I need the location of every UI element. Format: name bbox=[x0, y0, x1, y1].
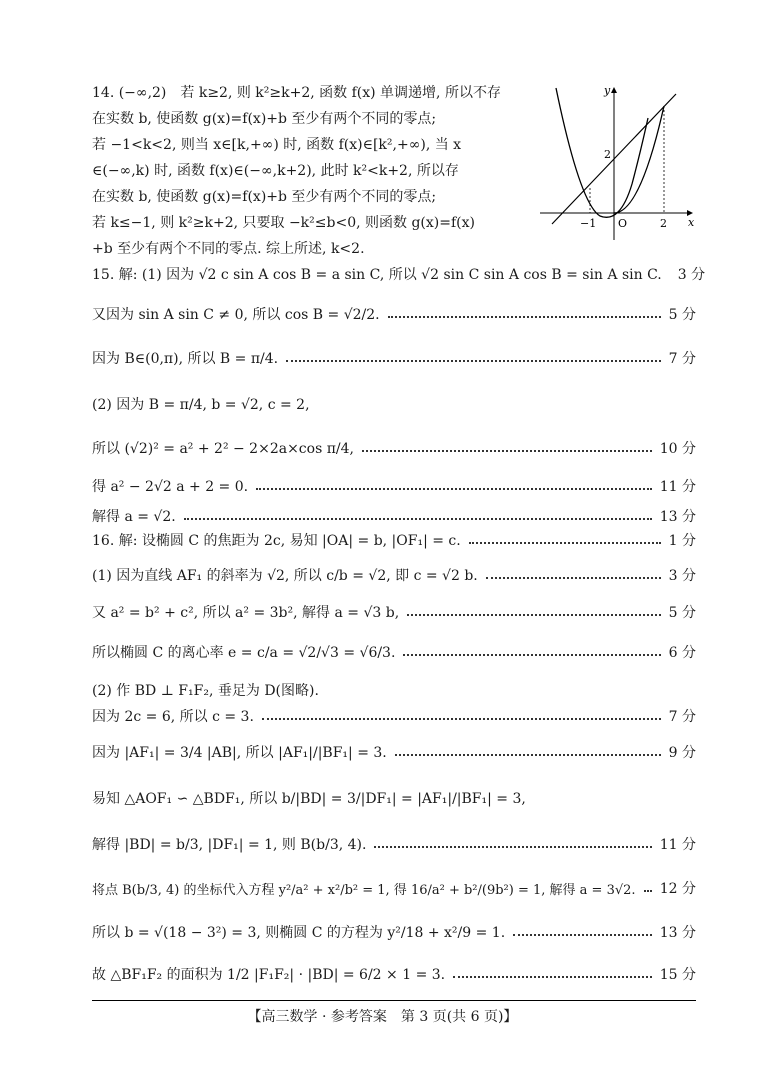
tick-2-y: 2 bbox=[604, 148, 611, 161]
q14-line-6: 若 k≤−1, 则 k²≥k+2, 只要取 −k²≤b<0, 则函数 g(x)=f(x) bbox=[92, 215, 475, 231]
q16-step-3: 又 a² = b² + c², 所以 a² = 3b², 解得 a = √3 b, 5 分 bbox=[92, 605, 696, 621]
q14-line-3: 若 −1<k<2, 则当 x∈[k,+∞) 时, 函数 f(x)∈[k²,+∞), 当 x bbox=[92, 137, 462, 153]
q16-step-2: (1) 因为直线 AF₁ 的斜率为 √2, 所以 c/b = √2, 即 c = √2 b. 3 分 bbox=[92, 568, 696, 584]
q14-line-4: ∈(−∞,k) 时, 函数 f(x)∈(−∞,k+2), 此时 k²<k+2, 所以存 bbox=[92, 163, 459, 179]
q16-step-10: 将点 B(b/3, 4) 的坐标代入方程 y²/a² + x²/b² = 1, 得 16/a² + b²/(9b²) = 1, 解得 a = 3√2. 12 分 bbox=[92, 881, 696, 898]
q16-step-1: 16. 解: 设椭圆 C 的焦距为 2c, 易知 |OA| = b, |OF₁| = c. 1 分 bbox=[92, 533, 696, 549]
page-footer: 【高三数学 · 参考答案 第 3 页(共 6 页)】 bbox=[247, 1009, 518, 1025]
origin-label: O bbox=[618, 217, 628, 230]
tick-2-x: 2 bbox=[660, 217, 667, 230]
q16-step-7: 因为 |AF₁| = 3/4 |AB|, 所以 |AF₁|/|BF₁| = 3. 9 分 bbox=[92, 745, 696, 761]
q16-step-4: 所以椭圆 C 的离心率 e = c/a = √2/√3 = √6/3. 6 分 bbox=[92, 645, 696, 661]
q14-line-7: +b 至少有两个不同的零点. 综上所述, k<2. bbox=[92, 241, 365, 257]
y-label: y bbox=[604, 84, 611, 97]
q15-step-5: 所以 (√2)² = a² + 2² − 2×2a×cos π/4, 10 分 bbox=[92, 441, 696, 457]
q15-step-3: 因为 B∈(0,π), 所以 B = π/4. 7 分 bbox=[92, 351, 696, 367]
q14-block bbox=[92, 80, 532, 262]
q14-line-1: 14. (−∞,2) 若 k≥2, 则 k²≥k+2, 函数 f(x) 单调递增, 所以不存 bbox=[92, 85, 501, 101]
q14-line-5: 在实数 b, 使函数 g(x)=f(x)+b 至少有两个不同的零点; bbox=[92, 189, 437, 205]
q14-function-graph bbox=[540, 84, 700, 244]
q16-step-12: 故 △BF₁F₂ 的面积为 1/2 |F₁F₂| · |BD| = 6/2 × 1 = 3. 15 分 bbox=[92, 967, 696, 983]
q15-step-1: 15. 解: (1) 因为 √2 c sin A cos B = a sin C, 所以 √2 sin C sin A cos B = sin A sin C. 3 分 bbox=[92, 267, 706, 283]
q16-step-8: 易知 △AOF₁ ∽ △BDF₁, 所以 b/|BD| = 3/|DF₁| = |AF₁|/|BF₁| = 3, bbox=[92, 791, 526, 807]
parabola-right bbox=[614, 106, 664, 213]
q16-step-5: (2) 作 BD ⊥ F₁F₂, 垂足为 D(图略). bbox=[92, 683, 319, 699]
q15-step-2: 又因为 sin A sin C ≠ 0, 所以 cos B = √2/2. 5 分 bbox=[92, 307, 696, 323]
tick-neg1: −1 bbox=[580, 217, 597, 230]
q15-step-4: (2) 因为 B = π/4, b = √2, c = 2, bbox=[92, 397, 310, 413]
q16-step-9: 解得 |BD| = b/3, |DF₁| = 1, 则 B(b/3, 4). 11 分 bbox=[92, 837, 696, 853]
q14-line-2: 在实数 b, 使函数 g(x)=f(x)+b 至少有两个不同的零点; bbox=[92, 111, 437, 127]
q15-step-6: 得 a² − 2√2 a + 2 = 0. 11 分 bbox=[92, 479, 696, 495]
q16-step-11: 所以 b = √(18 − 3²) = 3, 则椭圆 C 的方程为 y²/18 + x²/9 = 1. 13 分 bbox=[92, 925, 696, 941]
q16-step-6: 因为 2c = 6, 所以 c = 3. 7 分 bbox=[92, 709, 696, 725]
q15-step-7: 解得 a = √2. 13 分 bbox=[92, 509, 696, 525]
footer-rule bbox=[92, 1000, 696, 1001]
parabola-curve bbox=[556, 88, 648, 217]
x-label: x bbox=[688, 216, 695, 229]
